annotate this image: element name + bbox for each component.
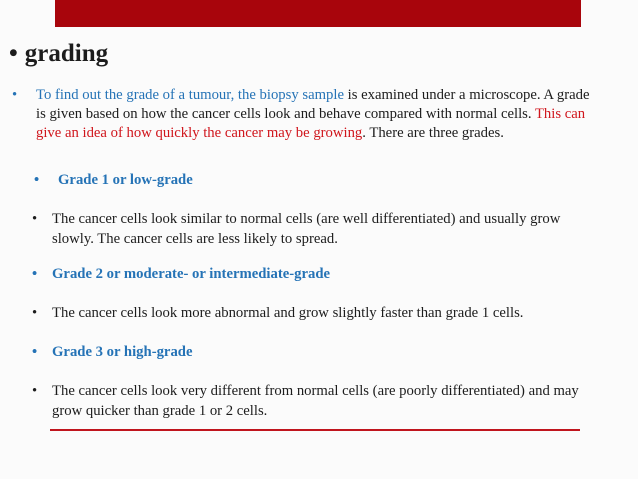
list-item-text: Grade 2 or moderate- or intermediate-grade (52, 266, 331, 282)
intro-bullet-icon: • (12, 87, 18, 103)
intro-text-end: . There are three grades. (362, 125, 504, 141)
list-item-text: The cancer cells look similar to normal cells (are well differentiated) and usually grow slowly. The cancer cells are less likely to spread. (52, 211, 561, 247)
list-item-grade-1 (34, 170, 594, 190)
list-item-text: The cancer cells look more abnormal and grow slightly faster than grade 1 cells. (52, 305, 524, 321)
slide-title (9, 39, 108, 69)
list-item-grade-2-description (32, 303, 592, 323)
list-item-text: Grade 3 or high-grade (52, 344, 193, 360)
top-accent-bar (55, 0, 581, 27)
bullet-icon: • (32, 211, 38, 227)
intro-text-blue: To find out the grade of a tumour, the biopsy sample (36, 87, 344, 103)
bullet-icon: • (34, 172, 40, 188)
intro-text-red: This can give an idea of how quickly the cancer may be growing (36, 106, 586, 141)
bullet-icon: • (32, 266, 38, 282)
list-item-text: The cancer cells look very different from normal cells (are poorly differentiated) and may grow quicker than grade 1 or 2 cells. (52, 383, 579, 419)
intro-text-plain: is examined under a microscope. A grade is given based on how the cancer cells look and behave compared with normal cells. (36, 87, 590, 122)
list-item-text: Grade 1 or low-grade (58, 172, 193, 188)
bullet-icon: • (32, 383, 38, 399)
bullet-icon: • (32, 305, 38, 321)
list-item-grade-3-description (32, 381, 592, 421)
bottom-divider (50, 429, 580, 431)
title-text: grading (24, 40, 109, 67)
list-item-grade-2 (32, 264, 592, 284)
intro-text (36, 86, 602, 143)
bullet-icon: • (32, 344, 38, 360)
intro-paragraph (12, 86, 602, 143)
title-bullet-icon: • (9, 40, 18, 67)
list-item-grade-1-description (32, 209, 592, 249)
list-item-grade-3 (32, 342, 592, 362)
